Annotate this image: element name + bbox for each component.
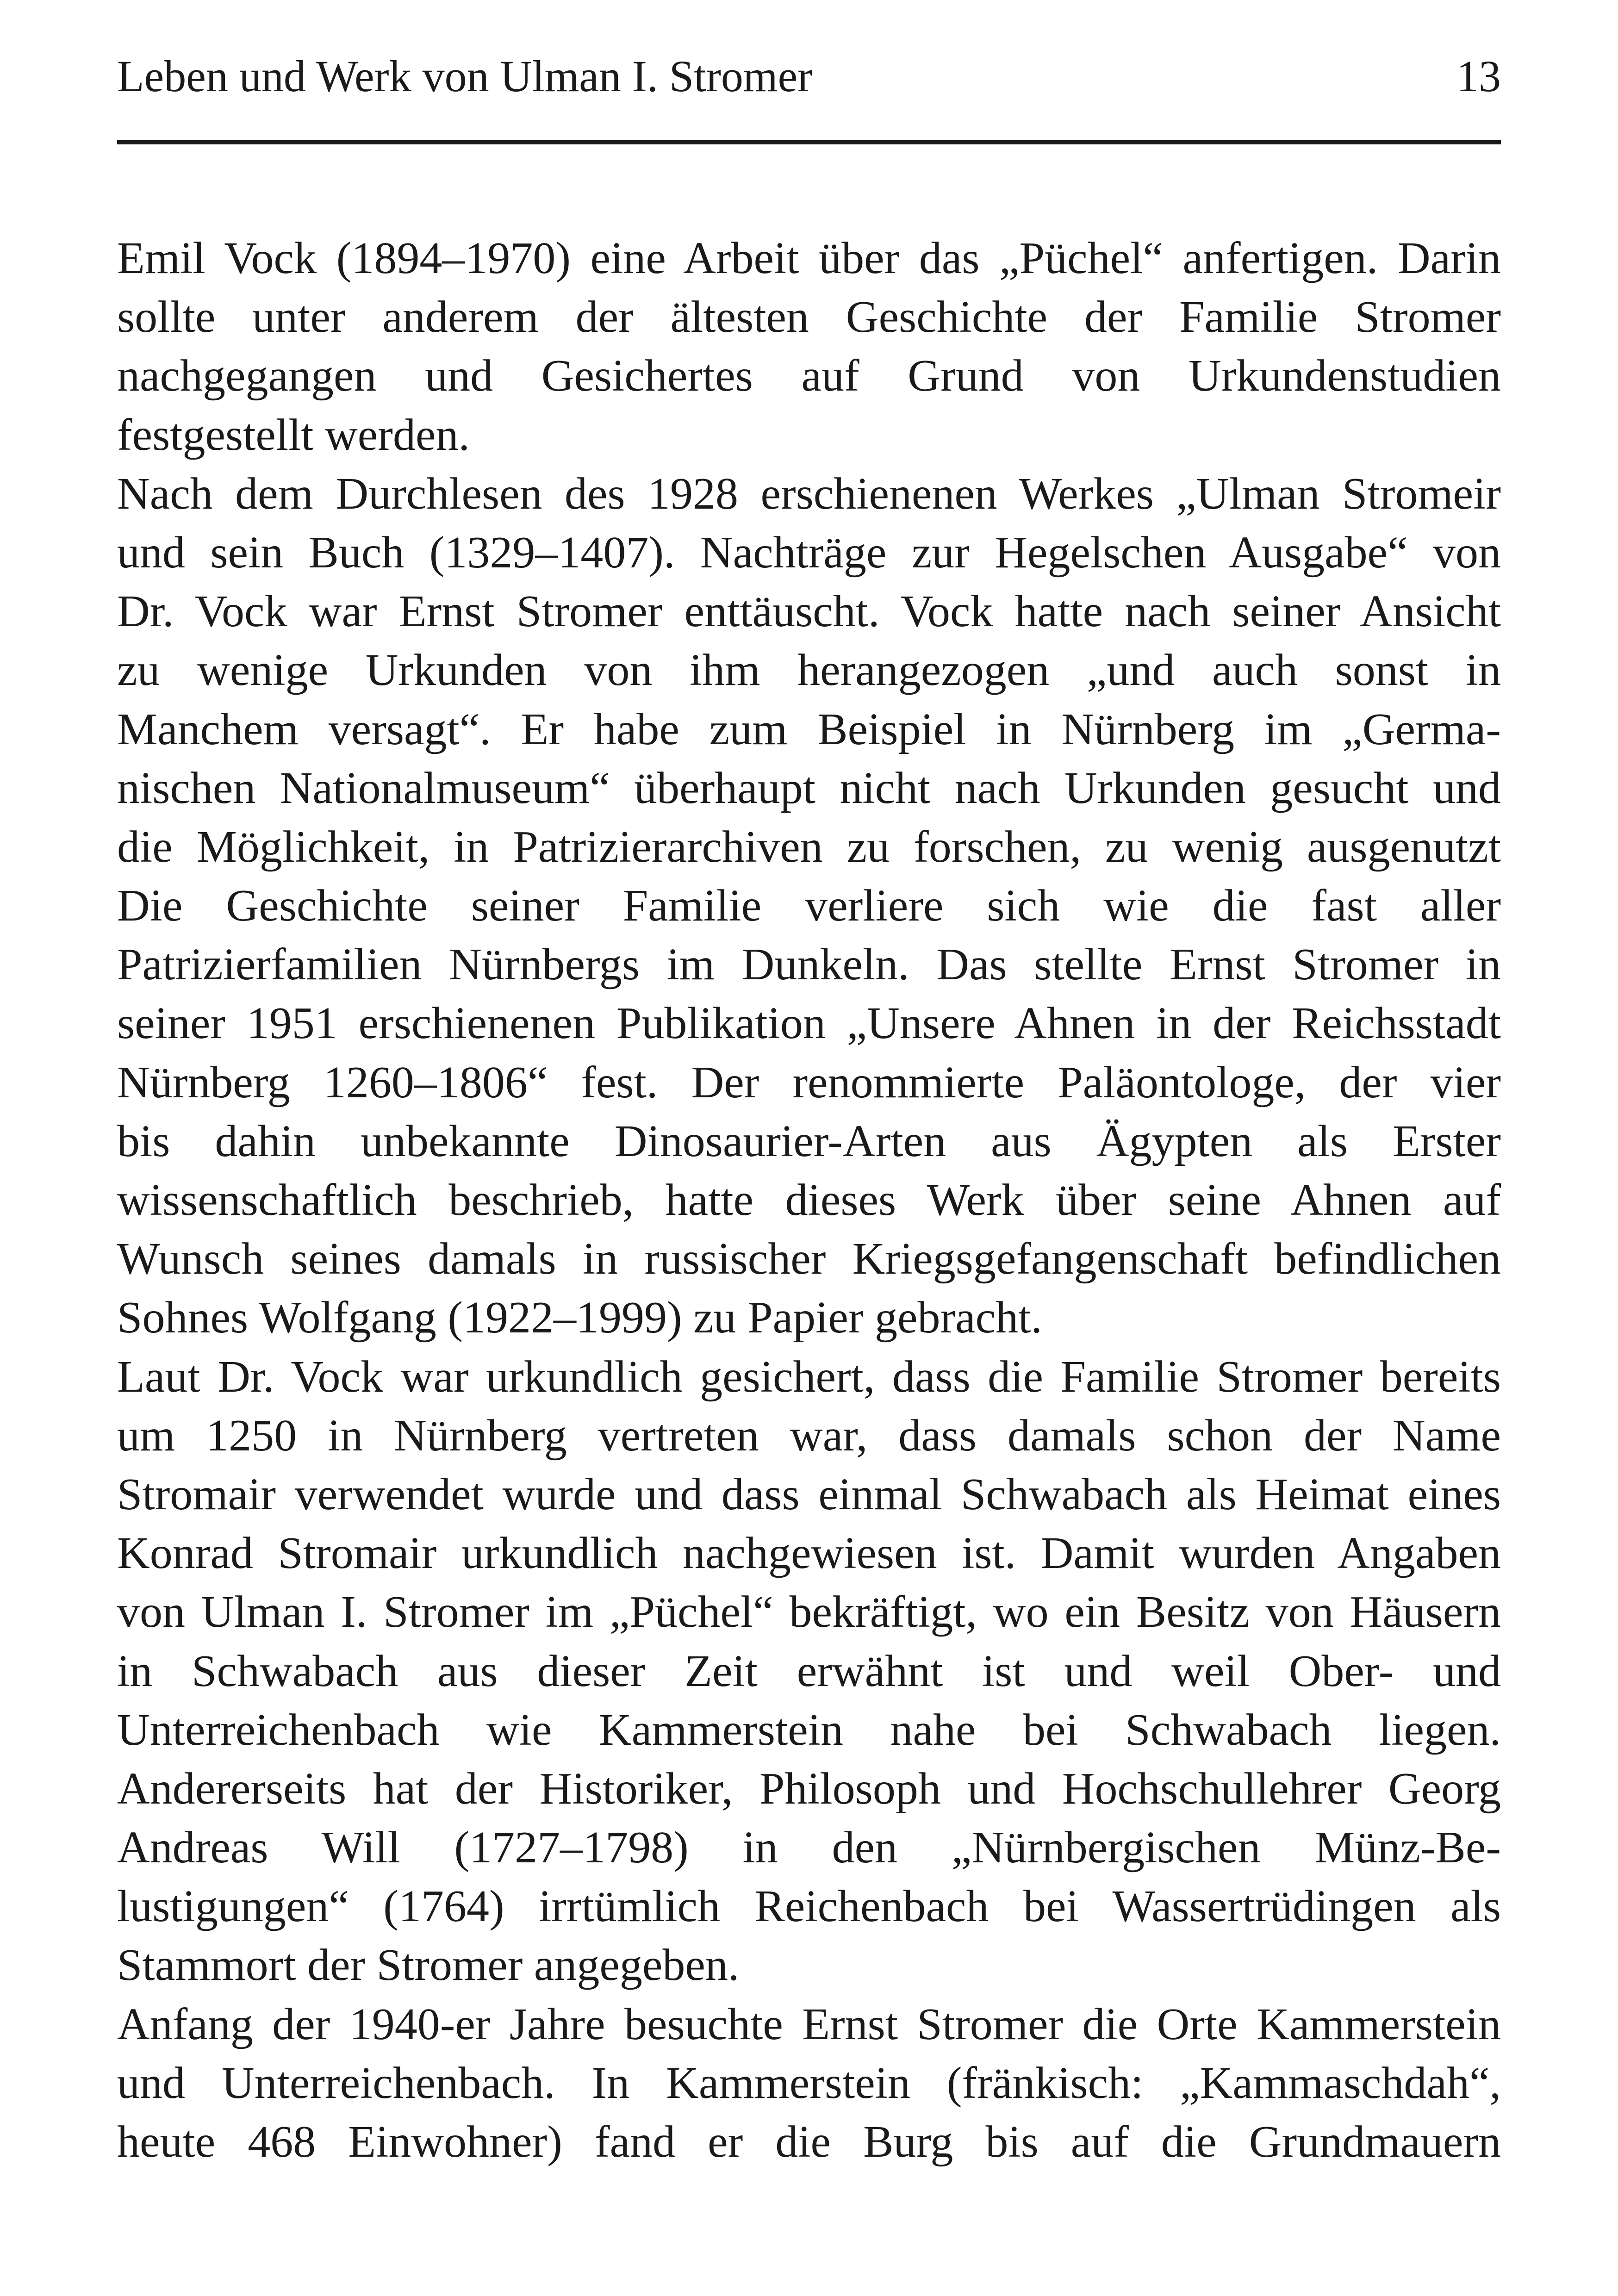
text-line: Wunsch seines damals in russischer Kriegsgefangenschaft befindlichen xyxy=(117,1234,1501,1284)
running-title: Leben und Werk von Ulman I. Stromer xyxy=(117,51,813,101)
text-line: Anfang der 1940-er Jahre besuchte Ernst Stromer die Orte Kammerstein xyxy=(117,1999,1501,2049)
text-line: zu wenige Urkunden von ihm herangezogen „und auch sonst in xyxy=(117,645,1501,696)
text-line: und Unterreichenbach. In Kammerstein (fränkisch: „Kammaschdah“, xyxy=(117,2058,1501,2108)
text-line: sollte unter anderem der ältesten Geschichte der Familie Stromer xyxy=(117,292,1501,342)
text-line: Konrad Stromair urkundlich nachgewiesen ist. Damit wurden Angaben xyxy=(117,1528,1501,1579)
text-line: Dr. Vock war Ernst Stromer enttäuscht. Vock hatte nach seiner Ansicht xyxy=(117,586,1501,637)
text-line: nischen Nationalmuseum“ überhaupt nicht nach Urkunden gesucht und xyxy=(117,763,1501,813)
text-line: um 1250 in Nürnberg vertreten war, dass damals schon der Name xyxy=(117,1410,1501,1461)
text-line: nachgegangen und Gesichertes auf Grund von Urkundenstudien xyxy=(117,351,1501,401)
text-line: Sohnes Wolfgang (1922–1999) zu Papier gebracht. xyxy=(117,1293,1042,1343)
text-line: Stromair verwendet wurde und dass einmal Schwabach als Heimat eines xyxy=(117,1469,1501,1519)
text-line: bis dahin unbekannte Dinosaurier-Arten aus Ägypten als Erster xyxy=(117,1116,1501,1166)
text-line: Die Geschichte seiner Familie verliere sich wie die fast aller xyxy=(117,881,1501,931)
page-number: 13 xyxy=(1456,51,1501,101)
text-line: wissenschaftlich beschrieb, hatte dieses Werk über seine Ahnen auf xyxy=(117,1175,1501,1225)
text-line: Laut Dr. Vock war urkundlich gesichert, dass die Familie Stromer bereits xyxy=(117,1351,1501,1402)
text-line: Unterreichenbach wie Kammerstein nahe bei Schwabach liegen. xyxy=(117,1705,1501,1755)
text-line: seiner 1951 erschienenen Publikation „Unsere Ahnen in der Reichsstadt xyxy=(117,998,1501,1049)
text-line: Nürnberg 1260–1806“ fest. Der renommierte Paläontologe, der vier xyxy=(117,1057,1501,1108)
document-page xyxy=(117,0,1501,2296)
text-line: Stammort der Stromer angegeben. xyxy=(117,1940,740,1991)
body-text xyxy=(117,229,1501,2172)
text-line: von Ulman I. Stromer im „Püchel“ bekräftigt, wo ein Besitz von Häusern xyxy=(117,1587,1501,1637)
running-header xyxy=(117,46,1501,106)
text-line: Andreas Will (1727–1798) in den „Nürnbergischen Münz-Be- xyxy=(117,1823,1501,1873)
header-rule xyxy=(117,140,1501,144)
text-line: Andererseits hat der Historiker, Philosoph und Hochschullehrer Georg xyxy=(117,1763,1501,1814)
text-line: heute 468 Einwohner) fand er die Burg bis auf die Grundmauern xyxy=(117,2117,1501,2167)
text-line: lustigungen“ (1764) irrtümlich Reichenbach bei Wassertrüdingen als xyxy=(117,1881,1501,1932)
text-line: Emil Vock (1894–1970) eine Arbeit über das „Püchel“ anfertigen. Darin xyxy=(117,233,1501,283)
text-line: und sein Buch (1329–1407). Nachträge zur Hegelschen Ausgabe“ von xyxy=(117,527,1501,578)
text-line: in Schwabach aus dieser Zeit erwähnt ist und weil Ober- und xyxy=(117,1646,1501,1696)
text-line: Manchem versagt“. Er habe zum Beispiel in Nürnberg im „Germa- xyxy=(117,704,1501,754)
text-line: die Möglichkeit, in Patrizierarchiven zu forschen, zu wenig ausgenutzt xyxy=(117,821,1501,872)
text-line: festgestellt werden. xyxy=(117,410,470,460)
text-line: Patrizierfamilien Nürnbergs im Dunkeln. Das stellte Ernst Stromer in xyxy=(117,940,1501,990)
text-line: Nach dem Durchlesen des 1928 erschienenen Werkes „Ulman Stromeir xyxy=(117,468,1501,519)
